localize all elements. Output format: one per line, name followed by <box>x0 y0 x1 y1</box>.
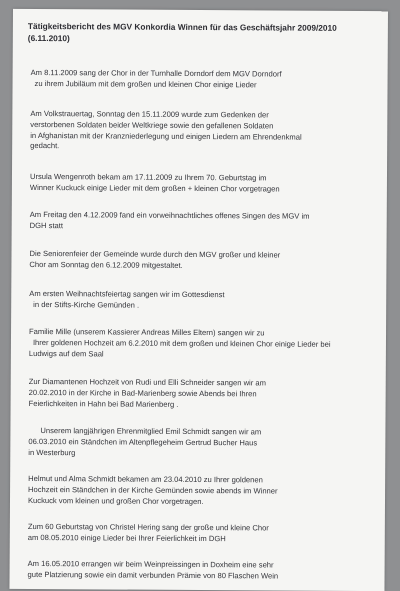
paragraph-line: verstorbenen Soldaten beider Weltkriege sowie den gefallenen Soldaten <box>30 119 274 131</box>
report-paragraph <box>28 474 373 508</box>
paragraph-line: Am 8.11.2009 sang der Chor in der Turnhalle Dorndorf dem MGV Dorndorf <box>30 67 282 79</box>
report-paragraph <box>30 210 375 234</box>
report-paragraph <box>28 522 373 546</box>
paragraph-line: Familie Mille (unserem Kassierer Andreas Milles Eltern) sangen wir zu <box>29 326 265 338</box>
report-paragraph <box>29 377 374 411</box>
paragraph-line: Ursula Wengenroth bekam am 17.11.2009 zu Ihrem 70. Geburtstag im <box>29 171 267 183</box>
paragraph-line: Helmut und Alma Schmidt bekamen am 23.04.2010 zu Ihrer goldenen <box>28 473 263 485</box>
paragraph-line: Ludwigs auf dem Saal <box>28 348 104 359</box>
paragraph-line: Winner Kuckuck einige Lieder mit dem großen + kleinen Chor vorgetragen <box>29 182 280 194</box>
paragraph-line: Chor am Sonntag den 6.12.2009 mitgestaltet. <box>29 259 183 270</box>
report-paragraph <box>28 426 373 460</box>
paragraph-line: in der Stifts-Kirche Gemünden . <box>33 299 140 310</box>
paragraph-line: Am 16.05.2010 errangen wir beim Weinpreissingen in Doxheim eine sehr <box>27 558 274 570</box>
paragraph-line: in Westerburg <box>28 447 76 457</box>
document-page <box>9 9 388 591</box>
paragraph-line: Am Freitag den 4.12.2009 fand ein vorweihnachtliches offenes Singen des MGV im <box>29 209 310 221</box>
paragraph-line: zu ihrem Jubiläum mit dem großen und kleinen Chor einige Lieder <box>34 78 257 90</box>
paragraph-line: am 08.05.2010 einige Lieder bei Ihrer Feierlichkeit im DGH <box>27 532 226 543</box>
paragraph-line: 20.02.2010 in der Kirche in Bad-Marienberg sowie Abends bei Ihren <box>28 387 257 399</box>
document-title <box>28 21 378 46</box>
paragraph-line: Ihrer goldenen Hochzeit am 6.2.2010 mit dem großen und kleinen Chor einige Lieder bei <box>32 337 331 349</box>
paragraph-line: Unserem langjährigen Ehrenmitglied Emil Schmidt sangen wir am <box>40 426 262 437</box>
paragraph-line: Am Volkstrauertag, Sonntag den 15.11.2009 wurde zum Gedenken der <box>30 108 269 120</box>
paragraph-line: Zum 60 Geburtstag von Christel Hering sang der große und kleine Chor <box>27 521 269 533</box>
report-paragraph <box>29 289 374 313</box>
paragraph-line: Am ersten Weihnachtsfeiertag sangen wir im Gottesdienst <box>29 288 225 300</box>
paragraph-line: 06.03.2010 ein Ständchen im Altenpflegeheim Gertrud Bucher Haus <box>28 436 258 448</box>
paragraph-line: Hochzeit ein Ständchen in der Kirche Gemünden sowie abends im Winner <box>28 484 278 496</box>
report-paragraph <box>31 68 376 92</box>
title-date: (6.11.2010) <box>27 32 70 43</box>
report-paragraph <box>29 327 374 361</box>
paragraph-line: gedacht. <box>30 141 60 151</box>
paragraph-line: Die Seniorenfeier der Gemeinde wurde durch den MGV großer und kleiner <box>29 248 281 260</box>
paragraph-line: in Afghanistan mit der Kranzniederlegung und einigen Liedern am Ehrendenkmal <box>30 130 302 142</box>
report-paragraph <box>28 559 373 583</box>
paragraph-line: gute Platzierung sowie ein damit verbunden Prämie von 80 Flaschen Wein <box>27 569 279 581</box>
paragraph-line: Kuckuck vom kleinen und großen Chor vorgetragen. <box>27 495 204 506</box>
report-paragraph <box>29 249 374 273</box>
title-line: Tätigkeitsbericht des MGV Konkordia Winnen für das Geschäftsjahr 2009/2010 <box>27 20 337 33</box>
report-paragraph <box>30 109 375 154</box>
paragraph-line: Feierlichkeiten in Hahn bei Bad Marienberg . <box>28 398 179 409</box>
paragraph-line: DGH statt <box>29 220 64 230</box>
paragraph-line: Zur Diamantenen Hochzeit von Rudi und Elli Schneider sangen wir am <box>28 376 266 388</box>
report-paragraph <box>30 172 375 196</box>
